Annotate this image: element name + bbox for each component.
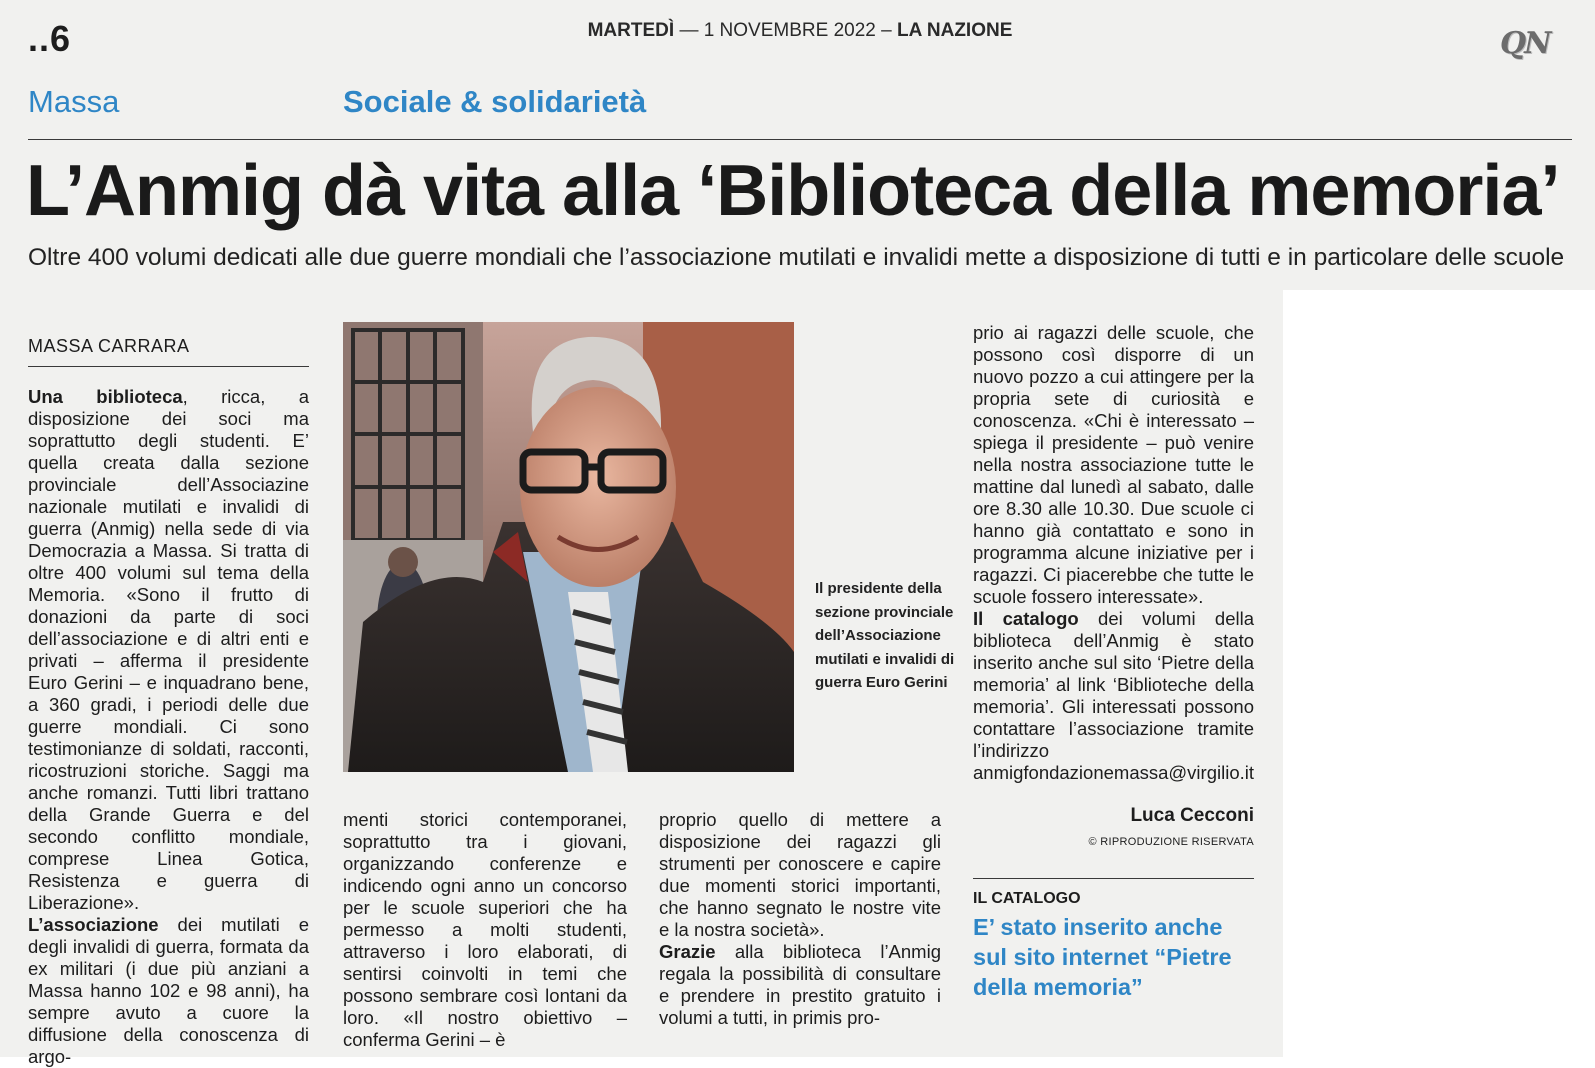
box-highlight-text: E’ stato inserito anche sul sito internet “Pietre della memoria” (973, 914, 1232, 1000)
section-divider (28, 139, 1572, 140)
qn-logo: QN (1500, 26, 1550, 61)
blank-area (1283, 290, 1595, 1057)
photo-caption: Il presidente della sezione provinciale dell’Associazione mutilati e invalidi di guerra Euro Gerini (815, 580, 955, 691)
location-divider (28, 366, 309, 367)
article-column-1 (28, 386, 309, 1068)
masthead-newspaper: LA NAZIONE (896, 20, 1013, 41)
paragraph (28, 386, 309, 914)
masthead-date: — 1 NOVEMBRE 2022 – (679, 20, 892, 41)
paragraph-text: alla biblioteca l’Anmig regala la possibilità di consultare e prendere in prestito gratuito i volumi a tutti, in primis pro- (659, 941, 941, 1028)
paragraph (659, 941, 941, 1029)
article-subheadline: Oltre 400 volumi dedicati alle due guerre mondiali che l’associazione mutilati e invalidi mette a disposizione di tutti e in particolare delle scuole (28, 244, 1565, 271)
paragraph-lead: Grazie (659, 941, 716, 962)
paragraph-lead: Il catalogo (973, 608, 1079, 629)
paragraph (28, 914, 309, 1068)
box-divider (973, 878, 1254, 879)
box-label: IL CATALOGO (973, 890, 1081, 907)
section-city: Massa (28, 84, 120, 119)
paragraph: prio ai ragazzi delle scuole, che possono così disporre di un nuovo pozzo a cui attingere per la propria sete di curiosità e conoscenza. «Chi è interessato – spiega il presidente – può venire nella nostra associazione tutte le mattine dal lunedì al sabato, dalle ore 8.30 alle 10.30. Due scuole ci hanno già contattato e sono in programma alcune iniziative per i ragazzi. Ci piacerebbe che tutte le scuole fossero interessate». (973, 322, 1254, 607)
page-number: ..6 (28, 18, 72, 59)
president-photo (343, 322, 794, 772)
paragraph-text: dei mutilati e degli invalidi di guerra, formata da ex militari (i due più anziani a Massa hanno 102 e 98 anni), ha sempre avuto a cuore la diffusione della conoscenza di argo- (28, 914, 309, 1067)
article-headline: L’Anmig dà vita alla ‘Biblioteca della memoria’ (26, 151, 1560, 231)
section-topic: Sociale & solidarietà (343, 84, 647, 119)
paragraph-lead: Una biblioteca (28, 386, 183, 407)
article-location: MASSA CARRARA (28, 336, 190, 356)
masthead-day: MARTEDÌ (587, 20, 675, 41)
paragraph: proprio quello di mettere a disposizione dei ragazzi gli strumenti per conoscere e capire due momenti storici importanti, che hanno segnato le nostre vite e la nostra società». (659, 809, 941, 940)
paragraph: menti storici contemporanei, soprattutto tra i giovani, organizzando conferenze e indicendo ogni anno un concorso per le scuole superiori che ha permesso a molti studenti, attraverso i loro elaborati, di sentirsi coinvolti in temi che possono sembrare così lontani da loro. «Il nostro obiettivo – conferma Gerini – è (343, 809, 627, 1050)
article-column-3 (659, 809, 941, 1029)
copyright-notice: © RIPRODUZIONE RISERVATA (1088, 836, 1254, 848)
author-signature: Luca Cecconi (1130, 805, 1254, 826)
masthead (380, 20, 1220, 42)
photo-illustration (343, 322, 794, 772)
article-column-2 (343, 809, 627, 1051)
paragraph (973, 608, 1254, 784)
article-column-4 (973, 322, 1254, 784)
paragraph-lead: L’associazione (28, 914, 159, 935)
paragraph-text: , ricca, a disposizione dei soci ma soprattutto degli studenti. E’ quella creata dalla sezione provinciale dell’Associazine nazionale mutilati e invalidi di guerra (Anmig) nella sede di via Democrazia a Massa. Si tratta di oltre 400 volumi sul tema della Memoria. «Sono il frutto di donazioni da parte di soci dell’associazione e di altri enti e privati – afferma il presidente Euro Gerini – e inquadrano bene, a 360 gradi, i periodi delle due guerre mondiali. Ci sono testimonianze di soldati, racconti, ricostruzioni storiche. Saggi ma anche romanzi. Tutti libri trattano della Grande Guerra e del secondo conflitto mondiale, comprese Linea Gotica, Resistenza e guerra di Liberazione». (28, 386, 309, 913)
paragraph-text: dei volumi della biblioteca dell’Anmig è stato inserito anche sul sito ‘Pietre della memoria’ al link ‘Biblioteche della memoria’. Gli interessati possono contattare l’associazione tramite l’indirizzo anmigfondazionemassa@virgilio.it (973, 608, 1254, 783)
